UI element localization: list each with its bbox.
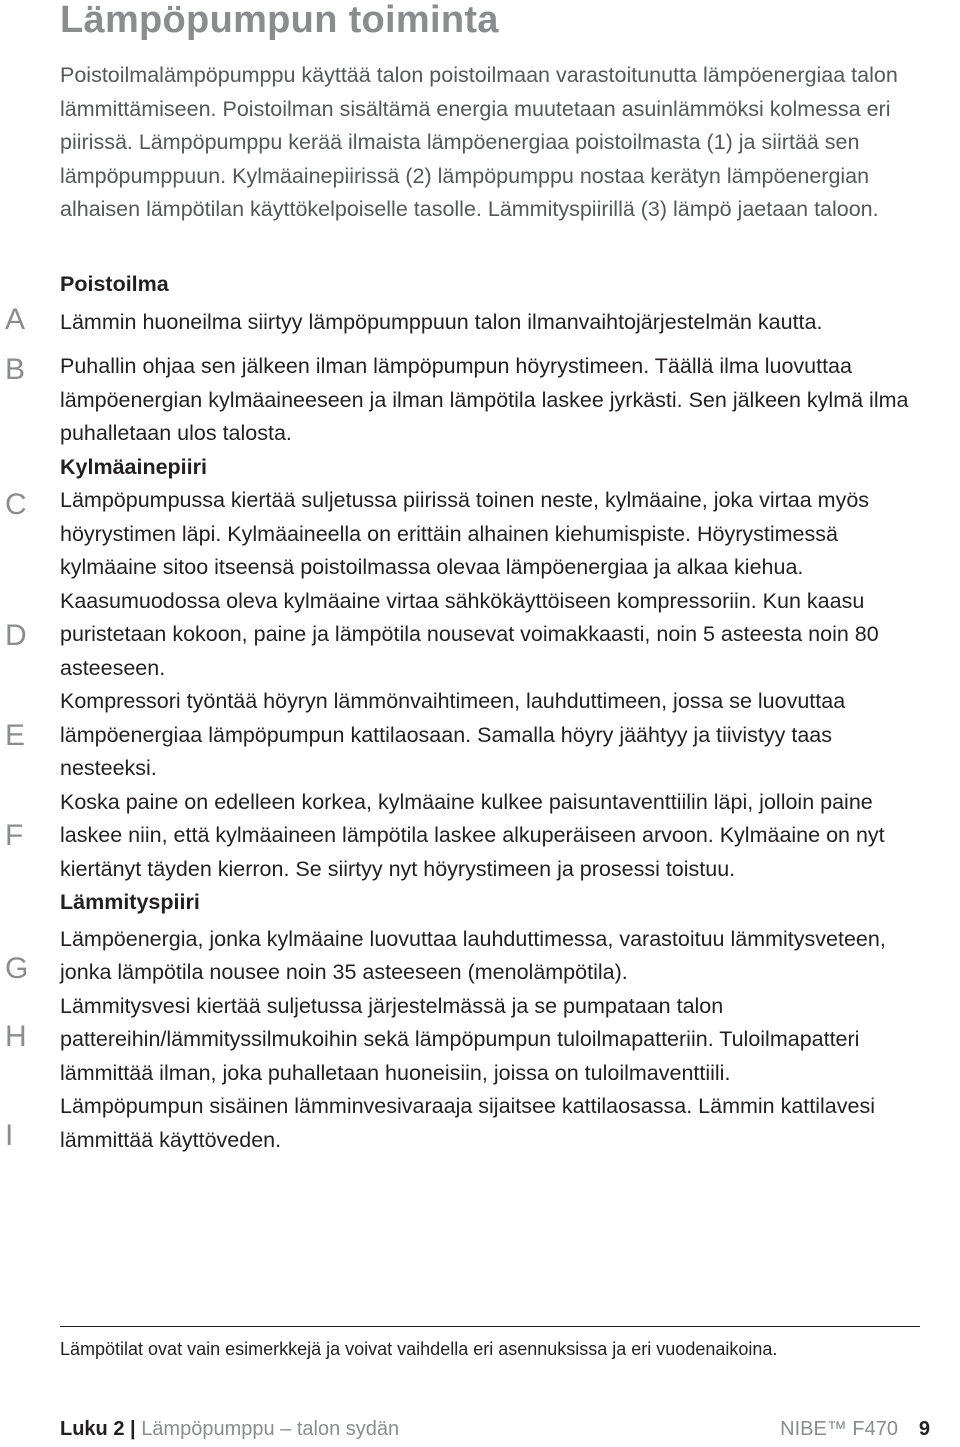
margin-letter-c: C xyxy=(5,488,27,521)
margin-letter-i: I xyxy=(5,1119,14,1152)
footer-product-name: NIBE™ F470 xyxy=(780,1418,898,1440)
margin-letter-e: E xyxy=(5,719,26,752)
section-heading-poistoilma: Poistoilma xyxy=(60,272,169,296)
paragraph-c: Lämpöpumpussa kiertää suljetussa piirissä toinen neste, kylmäaine, joka virtaa myös höyrystimen läpi. Kylmäaineella on erittäin alhainen kiehumispiste. Höyrystimessä kylmäaine sitoo itseensä poistoilmassa olevaa lämpöenergiaa ja alkaa kiehua. xyxy=(60,488,870,579)
main-content xyxy=(60,268,920,1157)
paragraph-e: Kompressori työntää höyryn lämmönvaihtimeen, lauhduttimeen, jossa se luovuttaa lämpöenergiaa lämpöpumpun kattilaosaan. Samalla höyry jäähtyy ja tiivistyy taas nesteeksi. xyxy=(60,689,846,780)
section-heading-lammityspiiri: Lämmityspiiri xyxy=(60,890,200,914)
footer-chapter: Luku 2 xyxy=(60,1418,125,1440)
paragraph-i: Lämpöpumpun sisäinen lämminvesivaraaja sijaitsee kattilaosassa. Lämmin kattilavesi lämmittää käyttöveden. xyxy=(60,1094,875,1152)
paragraph-f: Koska paine on edelleen korkea, kylmäaine kulkee paisuntaventtiilin läpi, jolloin paine laskee niin, että kylmäaineen lämpötila laskee alkuperäiseen arvoon. Kylmäaine on nyt kiertänyt täyden kierron. Se siirtyy nyt höyrystimeen ja prosessi toistuu. xyxy=(60,789,885,881)
margin-letter-a: A xyxy=(5,303,26,336)
page-footer xyxy=(60,1414,930,1444)
intro-paragraph: Poistoilmalämpöpumppu käyttää talon poistoilmaan varastoitunutta lämpöenergiaa talon lämmittämiseen. Poistoilman sisältämä energia muutetaan asuinlämmöksi kolmessa eri piirissä. Lämpöpumppu kerää ilmaista lämpöenergiaa poistoilmasta (1) ja siirtää sen lämpöpumppuun. Kylmäainepiirissä (2) lämpöpumppu nostaa kerätyn lämpöenergian alhaisen lämpötilan käyttökelpoiselle tasolle. Lämmityspiirillä (3) lämpö jaetaan taloon. xyxy=(60,63,898,221)
section-heading-kylmaainepiiri: Kylmäainepiiri xyxy=(60,454,207,479)
paragraph-d: Kaasumuodossa oleva kylmäaine virtaa sähkökäyttöiseen kompressoriin. Kun kaasu puristetaan kokoon, paine ja lämpötila nousevat voimakkaasti, noin 5 asteesta noin 80 asteeseen. xyxy=(60,588,879,680)
margin-letter-b: B xyxy=(5,353,26,386)
page-number: 9 xyxy=(918,1418,930,1440)
margin-letter-d: D xyxy=(5,619,27,652)
footnote-divider xyxy=(60,1326,920,1327)
margin-letter-g: G xyxy=(5,952,29,985)
margin-letter-f: F xyxy=(5,819,24,852)
paragraph-g: Lämpöenergia, jonka kylmäaine luovuttaa lauhduttimessa, varastoituu lämmitysveteen, jonka lämpötila nousee noin 35 asteeseen (menolämpötila). xyxy=(60,926,886,984)
paragraph-b: Puhallin ohjaa sen jälkeen ilman lämpöpumpun höyrystimeen. Täällä ilma luovuttaa lämpöenergian kylmäaineeseen ja ilman lämpötila laskee jyrkästi. Sen jälkeen kylmä ilma puhalletaan ulos talosta. xyxy=(60,354,909,445)
footnote: Lämpötilat ovat vain esimerkkejä ja voivat vaihdella eri asennuksissa ja eri vuodenaikoina. xyxy=(60,1339,778,1359)
margin-letter-h: H xyxy=(5,1020,27,1053)
paragraph-h: Lämmitysvesi kiertää suljetussa järjestelmässä ja se pumpataan talon pattereihin/lämmityssilmukoihin sekä lämpöpumpun tuloilmapatteriin. Tuloilmapatteri lämmittää ilman, joka puhalletaan huoneisiin, joissa on tuloilmaventtiili. xyxy=(60,993,860,1085)
footer-separator: | xyxy=(130,1418,136,1440)
footer-chapter-title: Lämpöpumppu – talon sydän xyxy=(141,1418,400,1440)
paragraph-a: Lämmin huoneilma siirtyy lämpöpumppuun talon ilmanvaihtojärjestelmän kautta. xyxy=(60,309,823,334)
page-title: Lämpöpumpun toiminta xyxy=(60,0,499,41)
margin-letters xyxy=(0,0,40,1300)
footer-chapter-line xyxy=(60,1414,399,1444)
